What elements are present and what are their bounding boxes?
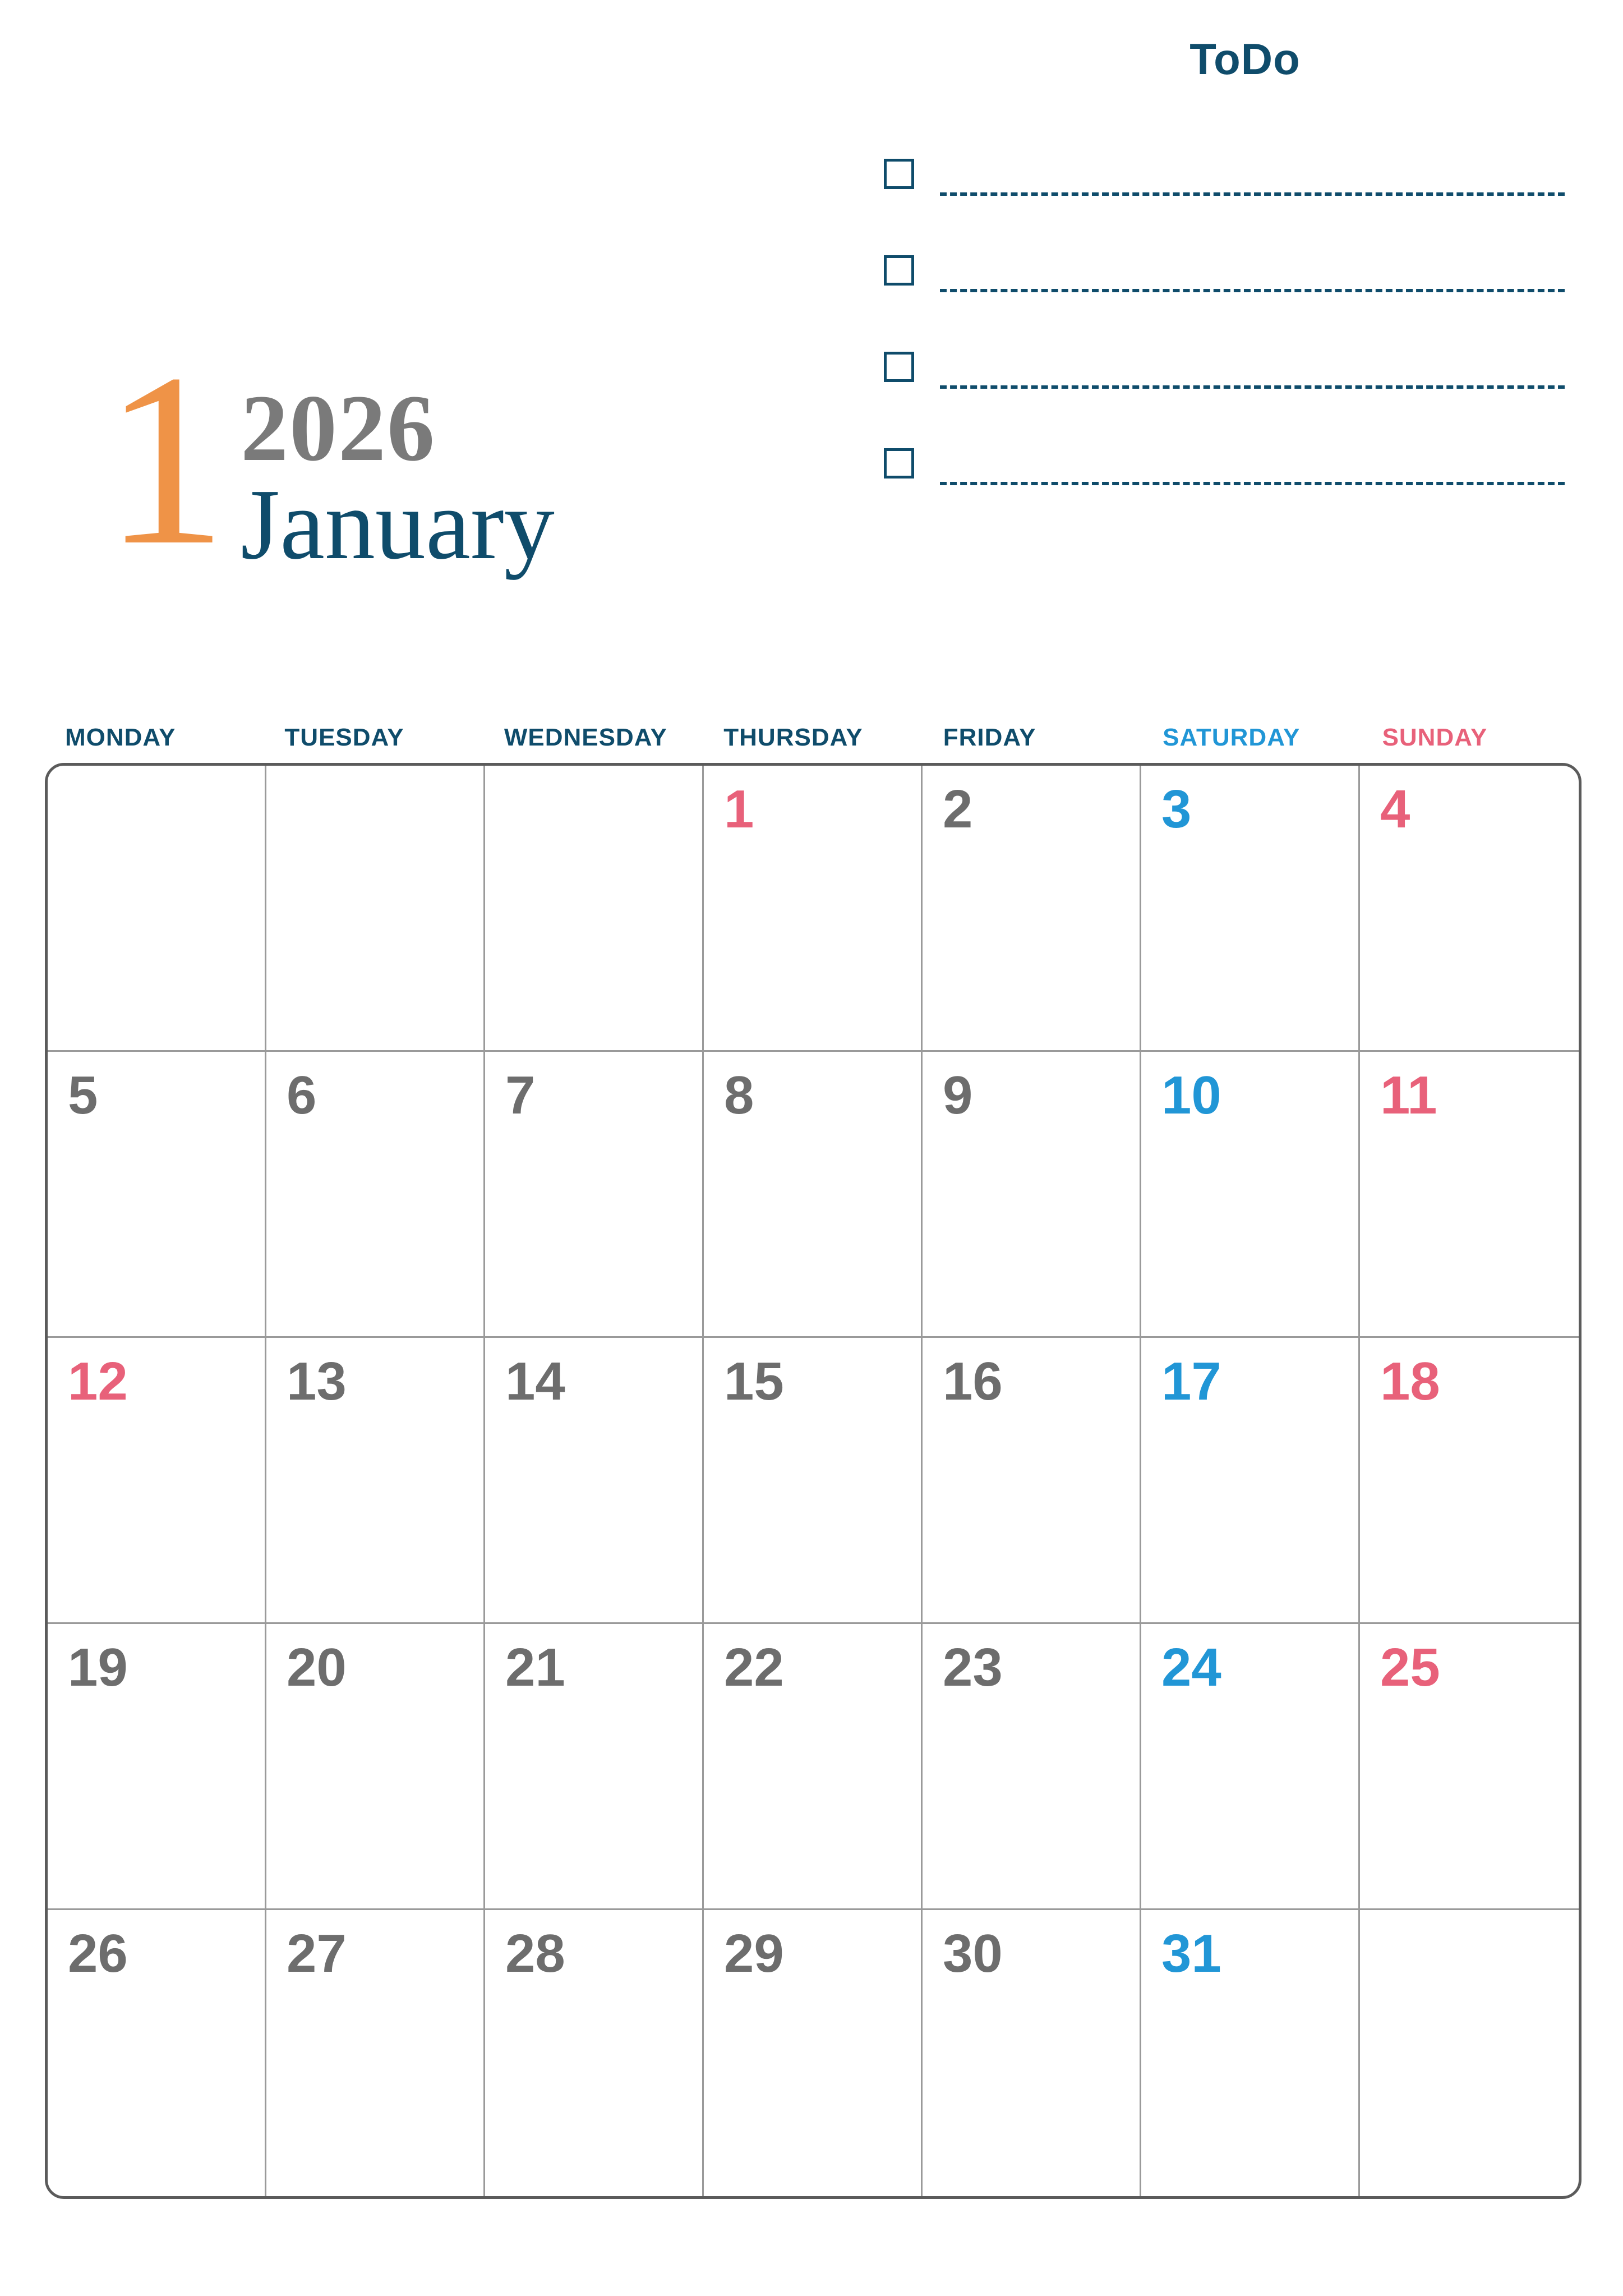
calendar-cell-17[interactable] [1141, 1338, 1360, 1624]
day-number: 21 [505, 1637, 565, 1697]
calendar-cell-3[interactable] [1141, 766, 1360, 1052]
calendar-cell-7[interactable] [485, 1052, 704, 1338]
calendar-cell-2[interactable] [923, 766, 1141, 1052]
checkbox-icon[interactable] [884, 352, 914, 382]
day-number: 4 [1380, 779, 1410, 839]
calendar-cell-15[interactable] [704, 1338, 923, 1624]
day-number: 31 [1161, 1924, 1221, 1984]
todo-write-line[interactable] [940, 289, 1565, 292]
calendar-cell-13[interactable] [266, 1338, 485, 1624]
calendar-cell-11[interactable] [1360, 1052, 1579, 1338]
day-number: 12 [68, 1351, 128, 1411]
weekday-header-friday: FRIDAY [943, 724, 1036, 751]
day-number: 25 [1380, 1637, 1440, 1697]
day-number: 28 [505, 1924, 565, 1984]
day-number: 19 [68, 1637, 128, 1697]
todo-write-line[interactable] [940, 192, 1565, 196]
day-number: 6 [287, 1065, 317, 1125]
calendar-cell-27[interactable] [266, 1910, 485, 2196]
calendar-cell-1[interactable] [704, 766, 923, 1052]
calendar-cell-10[interactable] [1141, 1052, 1360, 1338]
calendar-cell-empty [266, 766, 485, 1052]
day-number: 27 [287, 1924, 347, 1984]
day-number: 2 [943, 779, 973, 839]
weekday-header-sunday: SUNDAY [1382, 724, 1488, 751]
calendar-cell-30[interactable] [923, 1910, 1141, 2196]
day-number: 14 [505, 1351, 565, 1411]
calendar-cell-31[interactable] [1141, 1910, 1360, 2196]
day-number: 23 [943, 1637, 1003, 1697]
month-header [104, 323, 555, 596]
calendar-cell-14[interactable] [485, 1338, 704, 1624]
weekday-header-tuesday: TUESDAY [284, 724, 404, 751]
calendar-cell-8[interactable] [704, 1052, 923, 1338]
todo-write-line[interactable] [940, 482, 1565, 485]
day-number: 30 [943, 1924, 1003, 1984]
calendar-cell-6[interactable] [266, 1052, 485, 1338]
day-number: 15 [724, 1351, 784, 1411]
calendar-cell-16[interactable] [923, 1338, 1141, 1624]
calendar-cell-20[interactable] [266, 1624, 485, 1910]
year-label: 2026 [241, 375, 436, 481]
calendar-cell-5[interactable] [48, 1052, 266, 1338]
day-number: 18 [1380, 1351, 1440, 1411]
day-number: 20 [287, 1637, 347, 1697]
calendar-cell-18[interactable] [1360, 1338, 1579, 1624]
day-number: 8 [724, 1065, 754, 1125]
calendar-cell-19[interactable] [48, 1624, 266, 1910]
day-number: 26 [68, 1924, 128, 1984]
day-number: 11 [1380, 1065, 1437, 1125]
weekday-header-thursday: THURSDAY [723, 724, 863, 751]
calendar-cell-9[interactable] [923, 1052, 1141, 1338]
calendar-cell-4[interactable] [1360, 766, 1579, 1052]
todo-section [869, 34, 1565, 491]
calendar-cell-21[interactable] [485, 1624, 704, 1910]
day-number: 3 [1161, 779, 1192, 839]
checkbox-icon[interactable] [884, 448, 914, 478]
calendar-cell-12[interactable] [48, 1338, 266, 1624]
day-number: 16 [943, 1351, 1003, 1411]
day-number: 13 [287, 1351, 347, 1411]
calendar-cell-22[interactable] [704, 1624, 923, 1910]
day-number: 1 [724, 779, 754, 839]
day-number: 5 [68, 1065, 98, 1125]
day-number: 7 [505, 1065, 536, 1125]
checkbox-icon[interactable] [884, 255, 914, 286]
calendar [45, 724, 1581, 2199]
calendar-cell-23[interactable] [923, 1624, 1141, 1910]
calendar-cell-empty [1360, 1910, 1579, 2196]
month-name-label: January [241, 468, 555, 580]
weekday-header-wednesday: WEDNESDAY [504, 724, 667, 751]
calendar-cell-empty [485, 766, 704, 1052]
day-number: 17 [1161, 1351, 1221, 1411]
todo-title: ToDo [1189, 34, 1301, 84]
calendar-cell-25[interactable] [1360, 1624, 1579, 1910]
weekday-header-saturday: SATURDAY [1163, 724, 1301, 751]
calendar-cell-29[interactable] [704, 1910, 923, 2196]
weekday-header-monday: MONDAY [65, 724, 176, 751]
calendar-grid [45, 763, 1581, 2199]
day-number: 22 [724, 1637, 784, 1697]
day-number: 10 [1161, 1065, 1221, 1125]
checkbox-icon[interactable] [884, 159, 914, 189]
day-number: 9 [943, 1065, 973, 1125]
calendar-cell-28[interactable] [485, 1910, 704, 2196]
month-text-group [241, 375, 555, 580]
calendar-cell-24[interactable] [1141, 1624, 1360, 1910]
weekday-header-row [45, 724, 1581, 752]
day-number: 24 [1161, 1637, 1221, 1697]
todo-row [869, 298, 1565, 394]
day-number: 29 [724, 1924, 784, 1984]
todo-row [869, 105, 1565, 201]
todo-row [869, 201, 1565, 298]
calendar-cell-empty [48, 766, 266, 1052]
todo-row [869, 394, 1565, 491]
todo-write-line[interactable] [940, 385, 1565, 389]
calendar-cell-26[interactable] [48, 1910, 266, 2196]
month-number: 1 [104, 323, 222, 596]
